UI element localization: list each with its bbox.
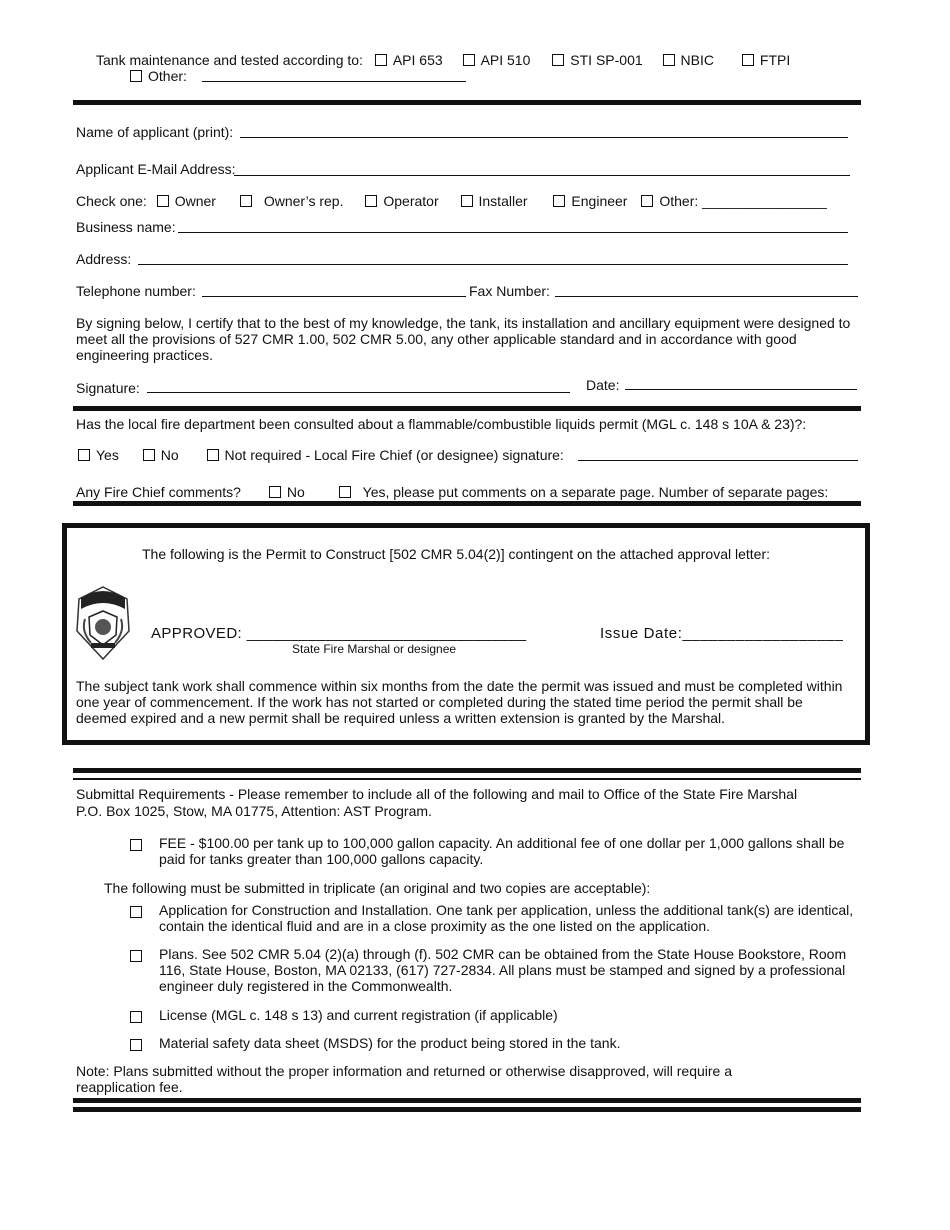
triplicate-text: The following must be submitted in triplicate (an original and two copies are acceptable):: [104, 880, 651, 896]
requirement-item: Material safety data sheet (MSDS) for the product being stored in the tank.: [159, 1035, 621, 1051]
standards-other-field[interactable]: [202, 81, 466, 82]
address-label: Address:: [76, 251, 132, 267]
requirement-item: Application for Construction and Installation. One tank per application, unless the additional tank(s) are identical, contain the identical fluid and are in a close proximity as the one listed on the application.: [159, 902, 854, 934]
role-row: [76, 193, 827, 209]
role-other-checkbox[interactable]: [641, 195, 653, 207]
not-required-checkbox[interactable]: [207, 449, 219, 461]
fire-dept-yes[interactable]: Yes: [78, 447, 119, 463]
approved-label: APPROVED: ________________________________: [151, 625, 527, 642]
role-owner[interactable]: Owner: [157, 193, 216, 209]
divider: [73, 406, 861, 411]
sti-option[interactable]: STI SP-001: [552, 52, 642, 68]
divider: [73, 1098, 861, 1103]
fire-dept-options: [78, 447, 564, 463]
msds-checkbox[interactable]: [130, 1039, 142, 1051]
requirement-item: Plans. See 502 CMR 5.04 (2)(a) through (f). 502 CMR can be obtained from the State House Bookstore, Room 116, State House, Boston, MA 02133, (617) 727-2834. All plans must be stamped and signed by a professional engineer duly registered in the Commonwealth.: [159, 946, 847, 994]
signature-field[interactable]: [147, 392, 570, 393]
fire-dept-no-checkbox[interactable]: [143, 449, 155, 461]
application-checkbox[interactable]: [130, 906, 142, 918]
standards-other-option[interactable]: Other:: [130, 68, 187, 84]
engineer-checkbox[interactable]: [553, 195, 565, 207]
reapplication-note: Note: Plans submitted without the proper information and returned or otherwise disapproved, will require a reapplication fee.: [76, 1063, 733, 1095]
divider: [73, 768, 861, 773]
permit-intro: The following is the Permit to Construct [502 CMR 5.04(2)] contingent on the attached approval letter:: [142, 546, 770, 562]
signature-label: Signature:: [76, 380, 140, 396]
comments-no-checkbox[interactable]: [269, 486, 281, 498]
submittal-intro-line1: Submittal Requirements - Please remember to include all of the following and mail to Office of the State Fire Marshal: [76, 786, 798, 802]
api510-checkbox[interactable]: [463, 54, 475, 66]
check-one-label: Check one:: [76, 193, 147, 209]
certification-text: By signing below, I certify that to the best of my knowledge, the tank, its installation and ancillary equipment were designed to meet all the provisions of 527 CMR 1.00, 502 CMR 5.00, any other applicable standard and in accordance with good engineering practices.: [76, 315, 851, 363]
applicant-name-field[interactable]: [240, 137, 848, 138]
role-owners-rep[interactable]: Owner’s rep.: [240, 193, 344, 209]
fax-field[interactable]: [555, 296, 858, 297]
fee-text: FEE - $100.00 per tank up to 100,000 gallon capacity. An additional fee of one dollar per 1,000 gallons shall be paid for tanks greater than 100,000 gallons capacity.: [159, 835, 845, 867]
applicant-name-label: Name of applicant (print):: [76, 124, 234, 140]
issue-date-label: Issue Date:__________________: [600, 625, 844, 642]
fax-label: Fax Number:: [469, 283, 550, 299]
tank-standards-row: [96, 52, 790, 68]
requirement-item: License (MGL c. 148 s 13) and current registration (if applicable): [159, 1007, 558, 1023]
approver-caption: State Fire Marshal or designee: [292, 642, 457, 656]
fire-dept-yes-checkbox[interactable]: [78, 449, 90, 461]
nbic-checkbox[interactable]: [663, 54, 675, 66]
business-name-field[interactable]: [178, 232, 848, 233]
divider: [73, 1107, 861, 1112]
fire-dept-question: Has the local fire department been consulted about a flammable/combustible liquids permit (MGL c. 148 s 10A & 23)?:: [76, 416, 807, 432]
api653-option[interactable]: API 653: [375, 52, 443, 68]
role-operator[interactable]: Operator: [365, 193, 438, 209]
chief-comments-label: Any Fire Chief comments?: [76, 484, 241, 500]
installer-checkbox[interactable]: [461, 195, 473, 207]
chief-signature-field[interactable]: [578, 460, 858, 461]
plans-checkbox[interactable]: [130, 950, 142, 962]
telephone-field[interactable]: [202, 296, 466, 297]
chief-signature-label: - Local Fire Chief (or designee) signature:: [305, 447, 564, 463]
fire-dept-no[interactable]: No: [143, 447, 179, 463]
api653-checkbox[interactable]: [375, 54, 387, 66]
permit-notice: The subject tank work shall commence within six months from the date the permit was issued and must be completed within one year of commencement. If the work has not started or completed during the stated time period the permit shall be deemed expired and a new permit shall be required unless a written extension is granted by the Marshal.: [76, 678, 843, 726]
fee-checkbox[interactable]: [130, 839, 142, 851]
applicant-email-field[interactable]: [234, 175, 850, 176]
owners-rep-checkbox[interactable]: [240, 195, 252, 207]
standards-other-checkbox[interactable]: [130, 70, 142, 82]
divider: [73, 501, 861, 506]
chief-comments-row: [76, 484, 828, 500]
date-field[interactable]: [625, 389, 857, 390]
tank-standards-label: Tank maintenance and tested according to:: [96, 52, 363, 68]
comments-no[interactable]: No: [269, 484, 305, 500]
ftpi-option[interactable]: FTPI: [742, 52, 790, 68]
applicant-email-label: Applicant E-Mail Address:: [76, 161, 236, 177]
role-engineer[interactable]: Engineer: [553, 193, 627, 209]
address-field[interactable]: [138, 264, 848, 265]
business-name-label: Business name:: [76, 219, 176, 235]
role-installer[interactable]: Installer: [461, 193, 528, 209]
submittal-intro-line2: P.O. Box 1025, Stow, MA 01775, Attention: AST Program.: [76, 803, 432, 819]
owner-checkbox[interactable]: [157, 195, 169, 207]
nbic-option[interactable]: NBIC: [663, 52, 714, 68]
operator-checkbox[interactable]: [365, 195, 377, 207]
license-checkbox[interactable]: [130, 1011, 142, 1023]
comments-yes[interactable]: Yes, please put comments on a separate page. Number of separate pages:: [339, 484, 829, 500]
telephone-label: Telephone number:: [76, 283, 196, 299]
comments-yes-checkbox[interactable]: [339, 486, 351, 498]
api510-option[interactable]: API 510: [463, 52, 531, 68]
sti-checkbox[interactable]: [552, 54, 564, 66]
role-other[interactable]: Other: ________________: [641, 193, 826, 209]
divider: [73, 100, 861, 105]
ftpi-checkbox[interactable]: [742, 54, 754, 66]
divider: [73, 778, 861, 780]
fire-dept-not-required[interactable]: Not required: [207, 447, 302, 463]
date-label: Date:: [586, 377, 620, 393]
fire-services-seal: [73, 585, 133, 661]
